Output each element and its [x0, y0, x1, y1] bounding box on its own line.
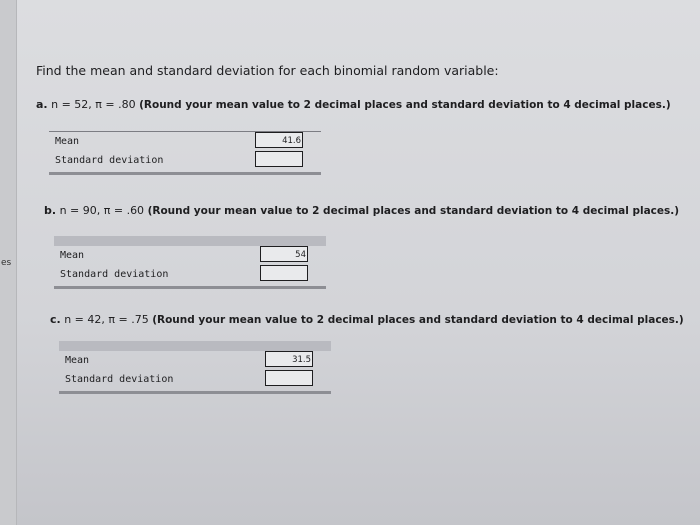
part-b-instruction: (Round your mean value to 2 decimal places and standard deviation to 4 decimal places.) — [147, 205, 680, 217]
mean-row — [54, 246, 326, 265]
part-b-label: b. — [44, 204, 57, 217]
part-a-table — [49, 131, 321, 175]
mean-label: Mean — [60, 250, 85, 261]
part-b-prompt — [44, 204, 679, 217]
question-page — [16, 0, 700, 525]
part-c-instruction: (Round your mean value to 2 decimal places and standard deviation to 4 decimal places.) — [152, 314, 684, 326]
sd-label: Standard deviation — [55, 155, 164, 166]
sd-row — [54, 265, 326, 284]
left-sidebar-strip — [0, 0, 17, 525]
mean-label: Mean — [55, 136, 80, 147]
table-header-bar — [54, 236, 326, 246]
sd-row — [49, 151, 321, 170]
part-b-mean-input[interactable]: 54 — [260, 246, 308, 262]
part-c-prompt — [50, 313, 684, 326]
part-a-instruction: (Round your mean value to 2 decimal places and standard deviation to 4 decimal places.) — [139, 99, 671, 111]
part-a-mean-input[interactable]: 41.6 — [255, 132, 303, 148]
part-c-mean-input[interactable]: 31.5 — [265, 351, 313, 367]
part-c-params: n = 42, π = .75 — [64, 313, 149, 326]
sidebar-label: es — [1, 258, 12, 268]
table-bottom-rule — [49, 172, 321, 175]
table-bottom-rule — [54, 286, 326, 289]
mean-row — [49, 132, 321, 151]
part-c-label: c. — [50, 313, 61, 326]
part-c-sd-input[interactable] — [265, 370, 313, 386]
part-b-table — [54, 236, 326, 289]
table-header-bar — [59, 341, 331, 351]
sd-label: Standard deviation — [60, 269, 169, 280]
part-b-params: n = 90, π = .60 — [59, 204, 145, 217]
part-a-label: a. — [36, 98, 48, 111]
part-a-prompt — [36, 98, 671, 111]
part-c-table — [59, 341, 331, 394]
part-a-params: n = 52, π = .80 — [51, 98, 136, 111]
sd-label: Standard deviation — [65, 374, 174, 385]
mean-row — [59, 351, 331, 370]
table-bottom-rule — [59, 391, 331, 394]
part-b-sd-input[interactable] — [260, 265, 308, 281]
part-a-sd-input[interactable] — [255, 151, 303, 167]
mean-label: Mean — [65, 355, 90, 366]
sd-row — [59, 370, 331, 389]
question-heading: Find the mean and standard deviation for each binomial random variable: — [36, 63, 499, 78]
